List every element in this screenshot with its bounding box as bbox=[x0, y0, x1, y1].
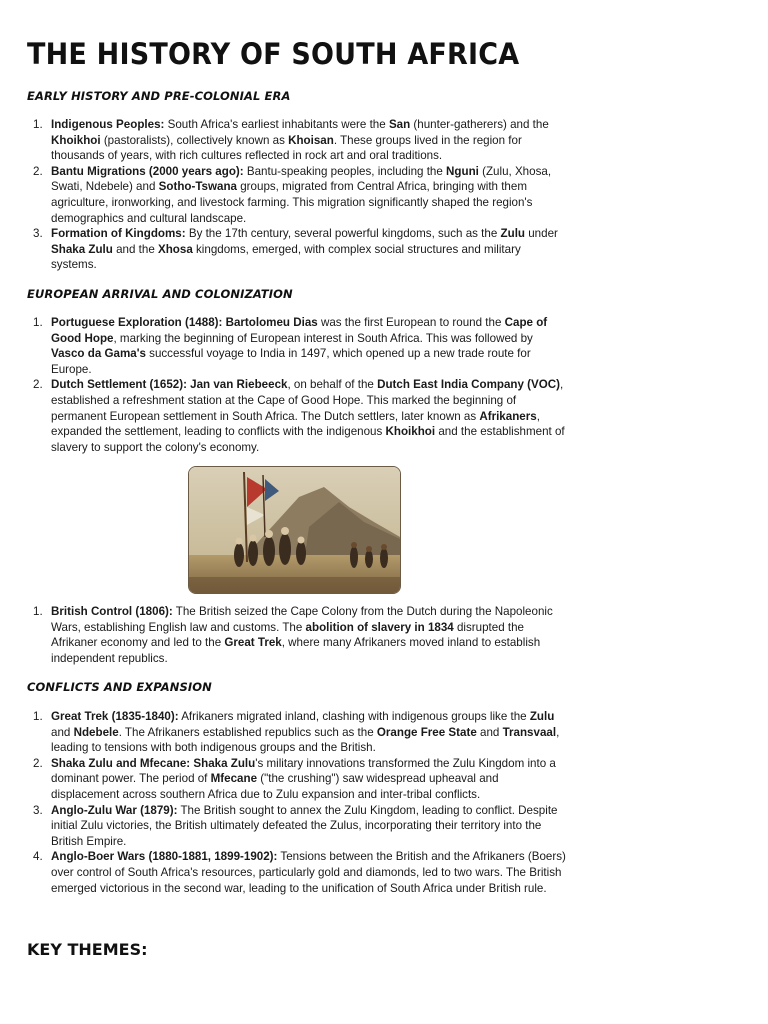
list-item bbox=[27, 803, 567, 850]
list-item-number: 4. bbox=[33, 850, 43, 864]
list-item-text: Bantu Migrations (2000 years ago): Bantu-speaking peoples, including the Nguni (Zulu, Xhosa, Swati, Ndebele) and Sotho-Tswana groups, migrated from Central Africa, bringing with them agriculture, ironworking, and livestock farming. This migration significantly shaped the region's demographics and cultural landscape. bbox=[51, 164, 552, 225]
list-item-number: 3. bbox=[33, 227, 43, 241]
historical-painting-image bbox=[188, 466, 401, 594]
list-item-number: 1. bbox=[33, 605, 43, 618]
list-early-history bbox=[27, 117, 567, 273]
list-item-number: 1. bbox=[33, 118, 43, 131]
list-item bbox=[27, 709, 567, 756]
list-item bbox=[27, 756, 567, 803]
page-title: THE HISTORY OF SOUTH AFRICA bbox=[27, 38, 520, 72]
section-heading-european-arrival: EUROPEAN ARRIVAL AND COLONIZATION bbox=[27, 287, 293, 301]
list-item bbox=[27, 377, 567, 455]
list-item bbox=[27, 164, 567, 226]
list-item bbox=[27, 604, 567, 666]
list-item-text: Shaka Zulu and Mfecane: Shaka Zulu's military innovations transformed the Zulu Kingdom into a dominant power. The period of Mfecane ("the crushing") saw widespread upheaval and displacement across southern Africa due to Zulu expansion and inter-tribal conflicts. bbox=[51, 756, 556, 801]
section-heading-conflicts: CONFLICTS AND EXPANSION bbox=[27, 680, 212, 694]
list-item-text: Indigenous Peoples: South Africa's earliest inhabitants were the San (hunter-gatherers) and the Khoikhoi (pastoralists), collectively known as Khoisan. These groups lived in the region for thousands of years, with rich cultures reflected in rock art and oral traditions. bbox=[51, 118, 549, 163]
list-item-number: 2. bbox=[33, 756, 43, 770]
list-item bbox=[27, 315, 567, 377]
list-item-number: 2. bbox=[33, 378, 43, 392]
list-british-control bbox=[27, 604, 567, 666]
list-item-text: Portuguese Exploration (1488): Bartolomeu Dias was the first European to round the Cape of Good Hope, marking the beginning of European interest in South Africa. This was followed by Vasco da Gama's successful voyage to India in 1497, which opened up a new trade route for Europe. bbox=[51, 316, 548, 376]
list-conflicts bbox=[27, 709, 567, 896]
key-themes-heading: KEY THEMES: bbox=[27, 940, 148, 959]
list-european-arrival bbox=[27, 315, 567, 455]
list-item-text: Anglo-Zulu War (1879): The British sought to annex the Zulu Kingdom, leading to conflict. Despite initial Zulu victories, the British ultimately defeated the Zulus, incorporating their territory into the British Empire. bbox=[51, 803, 558, 848]
list-item-text: Dutch Settlement (1652): Jan van Riebeeck, on behalf of the Dutch East India Company (VOC), established a refreshment station at the Cape of Good Hope. This marked the beginning of permanent European settlement in South Africa. The Dutch settlers, later known as Afrikaners, expanded the settlement, leading to conflicts with the indigenous Khoikhoi and the establishment of slavery to support the colony's economy. bbox=[51, 378, 565, 454]
list-item-text: Formation of Kingdoms: By the 17th century, several powerful kingdoms, such as the Zulu under Shaka Zulu and the Xhosa kingdoms, emerged, with complex social structures and military systems. bbox=[51, 227, 558, 272]
section-heading-early-history: EARLY HISTORY AND PRE-COLONIAL ERA bbox=[27, 89, 291, 103]
list-item-number: 1. bbox=[33, 710, 43, 723]
list-item-text: Anglo-Boer Wars (1880-1881, 1899-1902): Tensions between the British and the Afrikaners (Boers) over control of South Africa's resources, particularly gold and diamonds, led to two wars. The British emerged victorious in the second war, leading to the unification of South Africa under British rule. bbox=[51, 850, 566, 895]
list-item-number: 2. bbox=[33, 164, 43, 178]
list-item-number: 1. bbox=[33, 316, 43, 329]
list-item bbox=[27, 117, 567, 164]
list-item bbox=[27, 226, 567, 273]
painting-landing-at-cape-icon bbox=[189, 467, 400, 593]
list-item-text: Great Trek (1835-1840): Afrikaners migrated inland, clashing with indigenous groups like the Zulu and Ndebele. The Afrikaners established republics such as the Orange Free State and Transvaal, leading to tensions with both indigenous groups and the British. bbox=[51, 710, 560, 755]
list-item bbox=[27, 849, 567, 896]
list-item-number: 3. bbox=[33, 803, 43, 817]
list-item-text: British Control (1806): The British seized the Cape Colony from the Dutch during the Napoleonic Wars, establishing English law and customs. The abolition of slavery in 1834 disrupted the Afrikaner economy and led to the Great Trek, where many Afrikaners moved inland to establish independent republics. bbox=[51, 605, 553, 665]
